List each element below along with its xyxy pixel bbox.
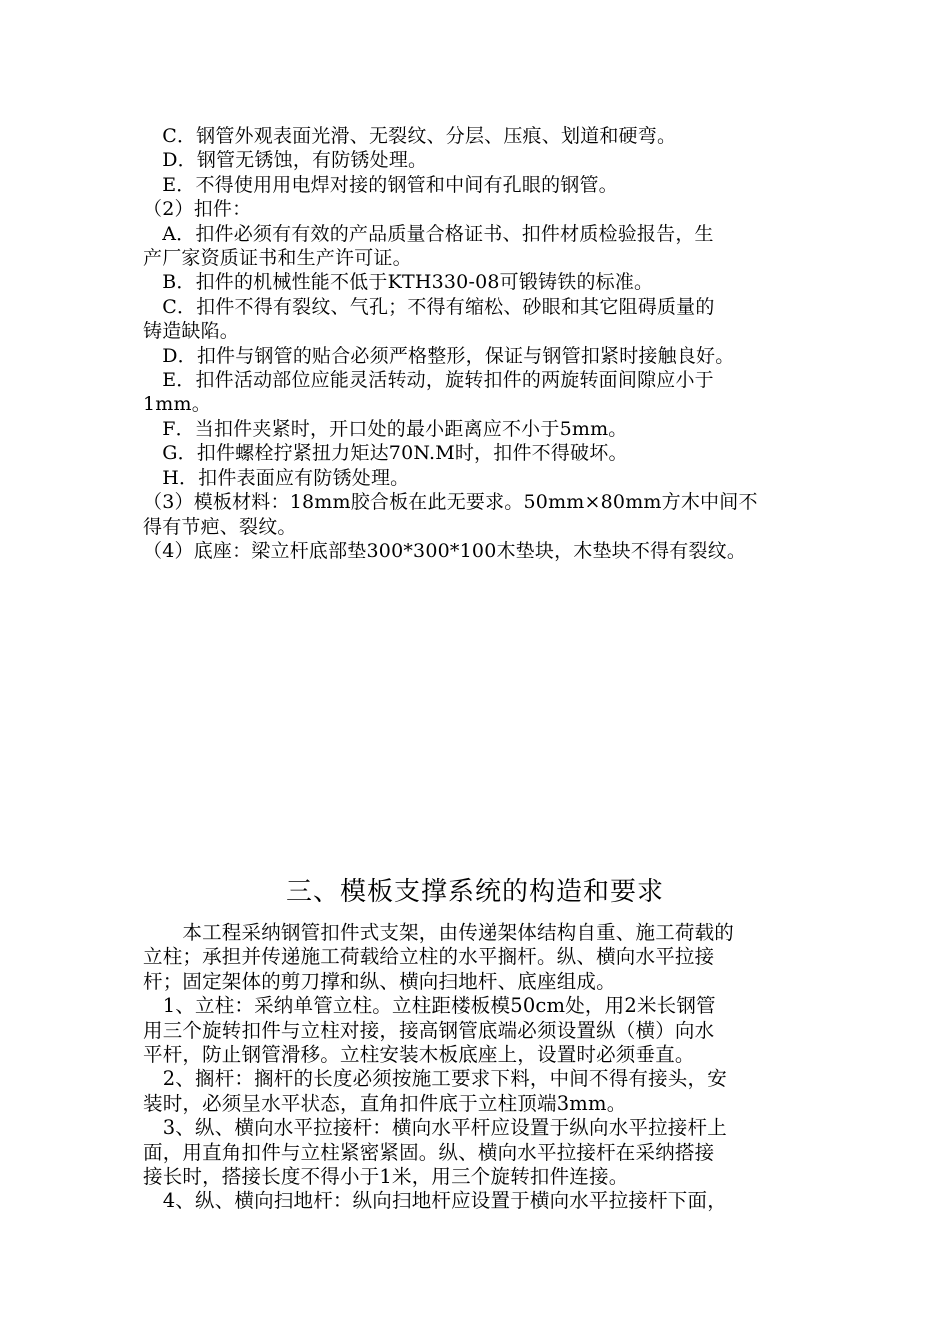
text-line: D．钢管无锈蚀，有防锈处理。 (143, 149, 428, 172)
text-line: 平杆，防止钢管滑移。立柱安装木板底座上，设置时必须垂直。 (143, 1043, 695, 1067)
text-line: 3、纵、横向水平拉接杆：横向水平杆应设置于纵向水平拉接杆上 (143, 1116, 727, 1140)
text-line: 4、纵、横向扫地杆：纵向扫地杆应设置于横向水平拉接杆下面， (143, 1189, 727, 1213)
section-heading: 三、模板支撑系统的构造和要求 (285, 877, 664, 907)
text-line: 用三个旋转扣件与立柱对接，接高钢管底端必须设置纵（横）向水 (143, 1018, 715, 1042)
text-line: 装时，必须呈水平状态，直角扣件底于立柱顶端3mm。 (143, 1091, 627, 1115)
text-line: 面，用直角扣件与立柱紧密紧固。纵、横向水平拉接杆在采纳搭接 (143, 1140, 715, 1164)
text-line: （4）底座：梁立杆底部垫300*300*100木垫块，木垫块不得有裂纹。 (143, 539, 747, 562)
text-line: D．扣件与钢管的贴合必须严格整形，保证与钢管扣紧时接触良好。 (143, 344, 735, 367)
text-line: 1、立柱：采纳单管立柱。立柱距楼板模50cm处，用2米长钢管 (143, 994, 716, 1018)
text-line: （3）模板材料：18mm胶合板在此无要求。50mm×80mm方木中间不 (143, 491, 758, 514)
text-line: 杆；固定架体的剪刀撑和纵、横向扫地杆、底座组成。 (143, 969, 616, 993)
text-line: G．扣件螺栓拧紧扭力矩达70N.M时，扣件不得破坏。 (143, 442, 628, 465)
text-line: 立柱；承担并传递施工荷载给立柱的水平搁杆。纵、横向水平拉接 (143, 945, 715, 969)
text-line: C．扣件不得有裂纹、气孔；不得有缩松、砂眼和其它阻碍质量的 (143, 295, 715, 318)
text-line: E．扣件活动部位应能灵活转动，旋转扣件的两旋转面间隙应小于 (143, 369, 714, 392)
text-line: 本工程采纳钢管扣件式支架，由传递架体结构自重、施工荷载的 (143, 921, 735, 944)
text-line: 2、搁杆：搁杆的长度必须按施工要求下料，中间不得有接头，安 (143, 1067, 727, 1091)
text-line: 接长时，搭接长度不得小于1米，用三个旋转扣件连接。 (143, 1165, 629, 1189)
text-line: 1mm。 (143, 393, 211, 416)
materials-requirements (143, 124, 815, 563)
text-line: E．不得使用用电焊对接的钢管和中间有孔眼的钢管。 (143, 173, 618, 196)
text-line: C．钢管外观表面光滑、无裂纹、分层、压痕、划道和硬弯。 (143, 125, 677, 147)
text-line: 铸造缺陷。 (143, 320, 240, 343)
text-line: 产厂家资质证书和生产许可证。 (143, 247, 412, 270)
text-line: 得有节疤、裂纹。 (143, 515, 297, 538)
text-line: B．扣件的机械性能不低于KTH330-08可锻铸铁的标准。 (143, 271, 654, 294)
section-body (143, 921, 815, 1214)
text-line: A．扣件必须有有效的产品质量合格证书、扣件材质检验报告，生 (143, 222, 714, 245)
text-line: H．扣件表面应有防锈处理。 (143, 466, 410, 489)
text-line: F．当扣件夹紧时，开口处的最小距离应不小于5mm。 (143, 417, 628, 440)
text-line: （2）扣件： (143, 198, 252, 221)
